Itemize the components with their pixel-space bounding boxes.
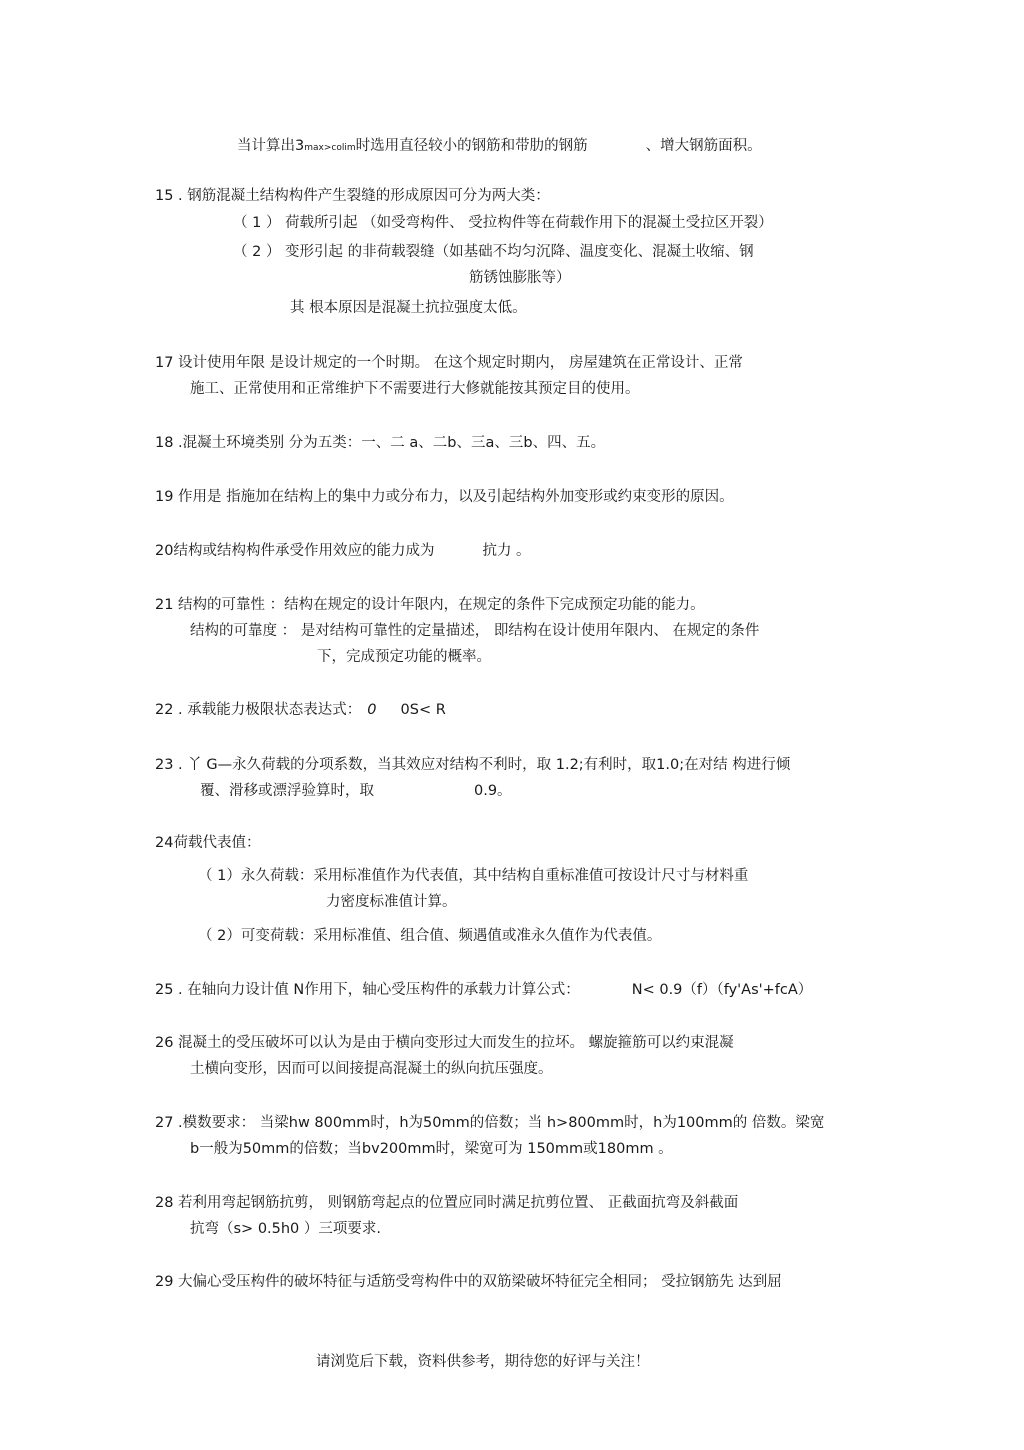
text-line: 21 结构的可靠性 ：结构在规定的设计年限内，在规定的条件下完成预定功能的能力。 bbox=[155, 597, 705, 613]
gamma-symbol: 0 bbox=[367, 702, 377, 718]
text-line: 29 大偏心受压构件的破坏特征与适筋受弯构件中的双筋梁破坏特征完全相同； 受拉钢筋先 达到屈 bbox=[155, 1274, 782, 1290]
text-line: 抗弯（s> 0.5h0 ）三项要求. bbox=[190, 1221, 382, 1237]
text-line: 26 混凝土的受压破坏可以认为是由于横向变形过大而发生的拉坏。 螺旋箍筋可以约束混凝 bbox=[155, 1035, 734, 1051]
text-line: 结构的可靠度 ： 是对结构可靠性的定量描述， 即结构在设计使用年限内、 在规定的条件 bbox=[190, 623, 760, 639]
text-line: （ 2 ） 变形引起 的非荷载裂缝（如基础不均匀沉降、温度变化、混凝土收缩、钢 bbox=[233, 244, 754, 260]
text-fragment: 0S< R bbox=[400, 702, 446, 718]
text-line: 17 设计使用年限 是设计规定的一个时期。 在这个规定时期内， 房屋建筑在正常设计、正常 bbox=[155, 355, 743, 371]
text-line: 下，完成预定功能的概率。 bbox=[317, 649, 491, 665]
text-line: 27 .模数要求： 当梁hw 800mm时，h为50mm的倍数；当 h>800mm时，h为100mm的 倍数。梁宽 bbox=[155, 1115, 825, 1131]
text-fragment: 当计算出3 bbox=[237, 138, 305, 154]
text-fragment: 、增大钢筋面积。 bbox=[645, 138, 762, 154]
text-line: b一般为50mm的倍数；当bv200mm时，梁宽可为 150mm或180mm 。 bbox=[190, 1141, 673, 1157]
text-fragment: 覆、滑移或漂浮验算时，取 bbox=[200, 783, 374, 799]
text-fragment: 20结构或结构构件承受作用效应的能力成为 bbox=[155, 543, 435, 559]
text-line: 筋锈蚀膨胀等） bbox=[469, 270, 571, 286]
text-line bbox=[155, 541, 531, 561]
text-line: 24荷载代表值： bbox=[155, 835, 261, 851]
page-footer: 请浏览后下载，资料供参考，期待您的好评与关注！ bbox=[316, 1354, 650, 1370]
text-line bbox=[155, 980, 812, 1000]
formula: N< 0.9（f）（fy'As'+fcA） bbox=[631, 982, 813, 998]
text-line: 15 . 钢筋混凝土结构构件产生裂缝的形成原因可分为两大类： bbox=[155, 188, 550, 204]
text-line: 18 .混凝土环境类别 分为五类：一、二 a、二b、三a、三b、四、五。 bbox=[155, 435, 606, 451]
text-line: （ 1）永久荷载：采用标准值作为代表值，其中结构自重标准值可按设计尺寸与材料重 bbox=[198, 868, 749, 884]
text-fragment: 0.9。 bbox=[474, 783, 512, 799]
text-line: （ 2）可变荷载：采用标准值、组合值、频遇值或准永久值作为代表值。 bbox=[198, 928, 662, 944]
text-fragment: 22 . 承载能力极限状态表达式： bbox=[155, 702, 362, 718]
text-fragment: 25 . 在轴向力设计值 N作用下，轴心受压构件的承载力计算公式： bbox=[155, 982, 580, 998]
text-line: 28 若利用弯起钢筋抗剪， 则钢筋弯起点的位置应同时满足抗剪位置、 正截面抗弯及斜截面 bbox=[155, 1195, 739, 1211]
text-fragment: 抗力 。 bbox=[482, 543, 531, 559]
text-line bbox=[200, 781, 512, 801]
text-line: 土横向变形，因而可以间接提高混凝土的纵向抗压强度。 bbox=[190, 1061, 553, 1077]
text-line bbox=[237, 136, 762, 158]
text-line bbox=[155, 700, 446, 720]
text-line: 19 作用是 指施加在结构上的集中力或分布力，以及引起结构外加变形或约束变形的原因。 bbox=[155, 489, 734, 505]
text-line: 其 根本原因是混凝土抗拉强度太低。 bbox=[290, 300, 527, 316]
text-line: 23 . 丫 G—永久荷载的分项系数，当其效应对结构不利时，取 1.2;有利时，取1.0;在对结 构进行倾 bbox=[155, 757, 791, 773]
subscript: max>colim bbox=[304, 143, 356, 153]
text-line: 力密度标准值计算。 bbox=[326, 894, 457, 910]
text-fragment: 时选用直径较小的钢筋和带肋的钢筋 bbox=[355, 138, 588, 154]
text-line: （ 1 ） 荷载所引起 （如受弯构件、 受拉构件等在荷载作用下的混凝土受拉区开裂） bbox=[233, 215, 773, 231]
text-line: 施工、正常使用和正常维护下不需要进行大修就能按其预定目的使用。 bbox=[190, 381, 640, 397]
